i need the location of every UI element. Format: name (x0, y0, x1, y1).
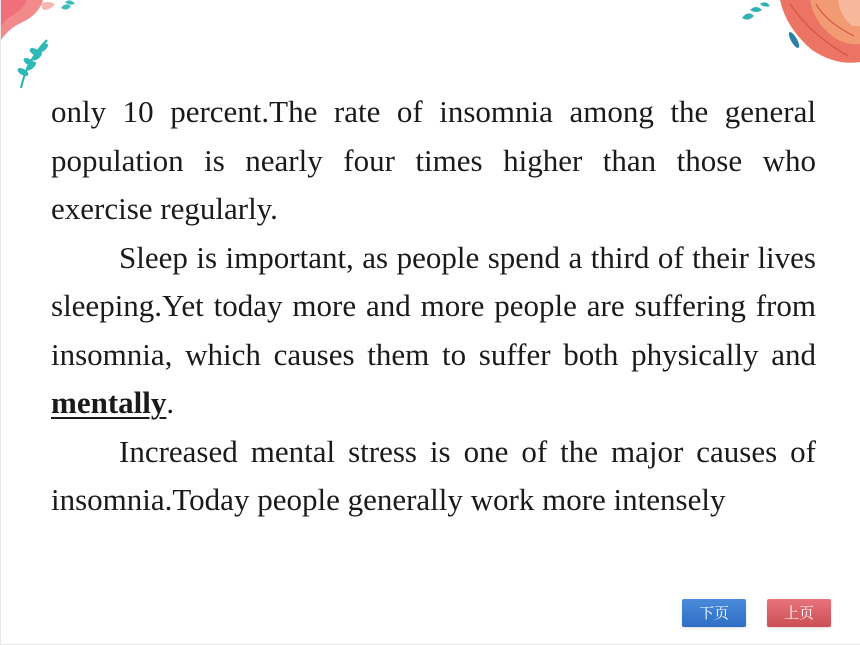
next-page-button[interactable]: 下页 (682, 599, 746, 627)
highlighted-word: mentally (51, 385, 167, 420)
previous-page-button[interactable]: 上页 (767, 599, 831, 627)
floral-decoration-right-icon (720, 0, 860, 90)
paragraph-3-text: Increased mental stress is one of the major causes of insomnia.Today people generally work more intensely (51, 433, 816, 517)
paragraph-2-text: Sleep is important, as people spend a third of their lives sleeping.Yet today more and more people are suffering from insomnia, which causes them to suffer both physically and (51, 239, 816, 372)
paragraph-2 (51, 234, 816, 428)
passage-text (51, 88, 816, 525)
paragraph-1-text: only 10 percent.The rate of insomnia among the general population is nearly four times higher than those who exercise regularly. (51, 94, 816, 226)
paragraph-2-ending: . (166, 385, 175, 420)
floral-decoration-left-icon (1, 0, 111, 95)
paragraph-1 (51, 88, 816, 234)
paragraph-3 (51, 428, 816, 525)
